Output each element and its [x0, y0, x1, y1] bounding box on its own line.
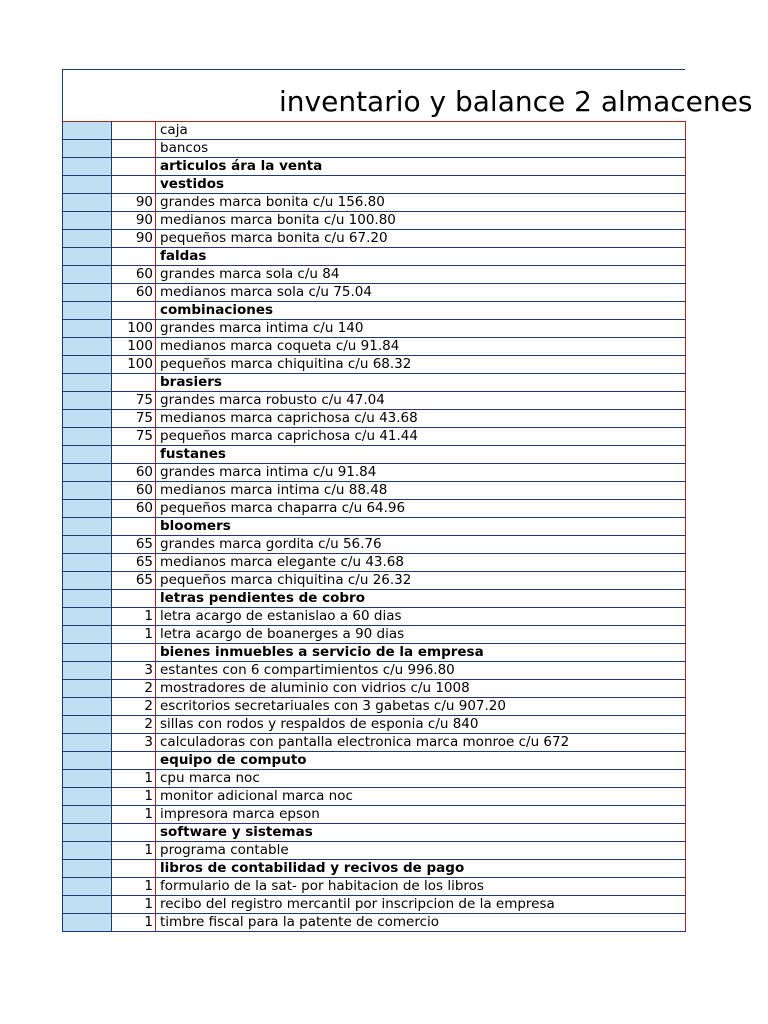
- row-cell-a[interactable]: [63, 446, 112, 464]
- row-cell-a[interactable]: [63, 860, 112, 878]
- row-cell-a[interactable]: [63, 878, 112, 896]
- row-cell-a[interactable]: [63, 482, 112, 500]
- row-cell-a[interactable]: [63, 374, 112, 392]
- table-row: [63, 680, 686, 698]
- description-cell[interactable]: formulario de la sat- por habitacion de los libros: [156, 878, 686, 896]
- table-row: [63, 158, 686, 176]
- row-cell-a[interactable]: [63, 248, 112, 266]
- description-cell[interactable]: pequeños marca caprichosa c/u 41.44: [156, 428, 686, 446]
- section-heading-cell[interactable]: libros de contabilidad y recivos de pago: [156, 860, 686, 878]
- table-row: [63, 446, 686, 464]
- table-row: [63, 122, 686, 140]
- row-cell-a[interactable]: [63, 662, 112, 680]
- description-cell[interactable]: medianos marca sola c/u 75.04: [156, 284, 686, 302]
- section-heading-cell[interactable]: software y sistemas: [156, 824, 686, 842]
- quantity-cell[interactable]: 100: [112, 320, 156, 338]
- table-row: [63, 662, 686, 680]
- table-row: [63, 716, 686, 734]
- quantity-cell[interactable]: 90: [112, 212, 156, 230]
- quantity-cell[interactable]: [112, 446, 156, 464]
- quantity-cell[interactable]: 60: [112, 266, 156, 284]
- sheet-title: inventario y balance 2 almacenes: [279, 85, 753, 118]
- quantity-cell[interactable]: 1: [112, 626, 156, 644]
- row-cell-a[interactable]: [63, 392, 112, 410]
- table-row: [63, 176, 686, 194]
- description-cell[interactable]: programa contable: [156, 842, 686, 860]
- quantity-cell[interactable]: [112, 158, 156, 176]
- quantity-cell[interactable]: 1: [112, 914, 156, 932]
- table-row: [63, 698, 686, 716]
- table-row: [63, 428, 686, 446]
- description-cell[interactable]: medianos marca elegante c/u 43.68: [156, 554, 686, 572]
- quantity-cell[interactable]: [112, 248, 156, 266]
- row-cell-a[interactable]: [63, 770, 112, 788]
- table-row: [63, 338, 686, 356]
- table-row: [63, 554, 686, 572]
- quantity-cell[interactable]: [112, 176, 156, 194]
- table-row: [63, 590, 686, 608]
- quantity-cell[interactable]: [112, 122, 156, 140]
- section-heading-cell[interactable]: brasiers: [156, 374, 686, 392]
- table-row: [63, 500, 686, 518]
- description-cell[interactable]: grandes marca intima c/u 140: [156, 320, 686, 338]
- table-row: [63, 140, 686, 158]
- description-cell[interactable]: calculadoras con pantalla electronica marca monroe c/u 672: [156, 734, 686, 752]
- section-heading-cell[interactable]: equipo de computo: [156, 752, 686, 770]
- row-cell-a[interactable]: [63, 122, 112, 140]
- quantity-cell[interactable]: 3: [112, 662, 156, 680]
- quantity-cell[interactable]: 1: [112, 896, 156, 914]
- description-cell[interactable]: monitor adicional marca noc: [156, 788, 686, 806]
- table-row: [63, 878, 686, 896]
- description-cell[interactable]: grandes marca intima c/u 91.84: [156, 464, 686, 482]
- table-row: [63, 212, 686, 230]
- quantity-cell[interactable]: 100: [112, 356, 156, 374]
- table-row: [63, 284, 686, 302]
- row-cell-a[interactable]: [63, 284, 112, 302]
- table-row: [63, 734, 686, 752]
- quantity-cell[interactable]: 60: [112, 482, 156, 500]
- description-cell[interactable]: letra acargo de boanerges a 90 dias: [156, 626, 686, 644]
- row-cell-a[interactable]: [63, 194, 112, 212]
- row-cell-a[interactable]: [63, 518, 112, 536]
- quantity-cell[interactable]: 1: [112, 608, 156, 626]
- row-cell-a[interactable]: [63, 752, 112, 770]
- quantity-cell[interactable]: [112, 590, 156, 608]
- table-row: [63, 914, 686, 932]
- quantity-cell[interactable]: [112, 824, 156, 842]
- quantity-cell[interactable]: 60: [112, 500, 156, 518]
- quantity-cell[interactable]: 75: [112, 410, 156, 428]
- quantity-cell[interactable]: 65: [112, 572, 156, 590]
- section-heading-cell[interactable]: articulos ára la venta: [156, 158, 686, 176]
- table-row: [63, 194, 686, 212]
- table-row: [63, 392, 686, 410]
- description-cell[interactable]: mostradores de aluminio con vidrios c/u 1008: [156, 680, 686, 698]
- description-cell[interactable]: medianos marca bonita c/u 100.80: [156, 212, 686, 230]
- section-heading-cell[interactable]: bienes inmuebles a servicio de la empresa: [156, 644, 686, 662]
- description-cell[interactable]: letra acargo de estanislao a 60 dias: [156, 608, 686, 626]
- table-row: [63, 230, 686, 248]
- description-cell[interactable]: medianos marca caprichosa c/u 43.68: [156, 410, 686, 428]
- row-cell-a[interactable]: [63, 716, 112, 734]
- row-cell-a[interactable]: [63, 410, 112, 428]
- quantity-cell[interactable]: 1: [112, 842, 156, 860]
- row-cell-a[interactable]: [63, 698, 112, 716]
- description-cell[interactable]: grandes marca sola c/u 84: [156, 266, 686, 284]
- description-cell[interactable]: bancos: [156, 140, 686, 158]
- row-cell-a[interactable]: [63, 608, 112, 626]
- quantity-cell[interactable]: [112, 518, 156, 536]
- description-cell[interactable]: sillas con rodos y respaldos de esponia c/u 840: [156, 716, 686, 734]
- quantity-cell[interactable]: 1: [112, 788, 156, 806]
- quantity-cell[interactable]: 2: [112, 716, 156, 734]
- row-cell-a[interactable]: [63, 644, 112, 662]
- row-cell-a[interactable]: [63, 500, 112, 518]
- row-cell-a[interactable]: [63, 554, 112, 572]
- spreadsheet: [62, 69, 753, 950]
- table-row: [63, 896, 686, 914]
- quantity-cell[interactable]: 2: [112, 680, 156, 698]
- section-heading-cell[interactable]: vestidos: [156, 176, 686, 194]
- quantity-cell[interactable]: 2: [112, 698, 156, 716]
- description-cell[interactable]: recibo del registro mercantil por inscripcion de la empresa: [156, 896, 686, 914]
- description-cell[interactable]: impresora marca epson: [156, 806, 686, 824]
- row-cell-a[interactable]: [63, 212, 112, 230]
- row-cell-a[interactable]: [63, 590, 112, 608]
- quantity-cell[interactable]: [112, 644, 156, 662]
- quantity-cell[interactable]: [112, 302, 156, 320]
- quantity-cell[interactable]: 1: [112, 878, 156, 896]
- row-cell-a[interactable]: [63, 464, 112, 482]
- table-row: [63, 518, 686, 536]
- table-row: [63, 824, 686, 842]
- table-row: [63, 320, 686, 338]
- section-heading-cell[interactable]: bloomers: [156, 518, 686, 536]
- quantity-cell[interactable]: [112, 140, 156, 158]
- quantity-cell[interactable]: [112, 860, 156, 878]
- table-row: [63, 374, 686, 392]
- row-cell-a[interactable]: [63, 806, 112, 824]
- description-cell[interactable]: estantes con 6 compartimientos c/u 996.80: [156, 662, 686, 680]
- quantity-cell[interactable]: 65: [112, 554, 156, 572]
- row-cell-a[interactable]: [63, 266, 112, 284]
- quantity-cell[interactable]: 1: [112, 770, 156, 788]
- description-cell[interactable]: caja: [156, 122, 686, 140]
- row-cell-a[interactable]: [63, 788, 112, 806]
- section-heading-cell[interactable]: combinaciones: [156, 302, 686, 320]
- table-row: [63, 860, 686, 878]
- description-cell[interactable]: grandes marca robusto c/u 47.04: [156, 392, 686, 410]
- description-cell[interactable]: pequeños marca chiquitina c/u 26.32: [156, 572, 686, 590]
- quantity-cell[interactable]: 1: [112, 806, 156, 824]
- table-row: [63, 770, 686, 788]
- table-row: [63, 752, 686, 770]
- quantity-cell[interactable]: 90: [112, 194, 156, 212]
- description-cell[interactable]: grandes marca gordita c/u 56.76: [156, 536, 686, 554]
- table-row: [63, 302, 686, 320]
- quantity-cell[interactable]: 60: [112, 464, 156, 482]
- table-row: [63, 626, 686, 644]
- table-row: [63, 572, 686, 590]
- row-cell-a[interactable]: [63, 896, 112, 914]
- quantity-cell[interactable]: [112, 374, 156, 392]
- table-row: [63, 410, 686, 428]
- row-cell-a[interactable]: [63, 140, 112, 158]
- row-cell-a[interactable]: [63, 842, 112, 860]
- row-cell-a[interactable]: [63, 914, 112, 932]
- table-row: [63, 464, 686, 482]
- quantity-cell[interactable]: 60: [112, 284, 156, 302]
- row-cell-a[interactable]: [63, 428, 112, 446]
- description-cell[interactable]: timbre fiscal para la patente de comercio: [156, 914, 686, 932]
- table-row: [63, 842, 686, 860]
- title-row[interactable]: [62, 69, 753, 121]
- quantity-cell[interactable]: 100: [112, 338, 156, 356]
- table-row: [63, 608, 686, 626]
- description-cell[interactable]: medianos marca intima c/u 88.48: [156, 482, 686, 500]
- row-cell-a[interactable]: [63, 230, 112, 248]
- table-row: [63, 536, 686, 554]
- description-cell[interactable]: cpu marca noc: [156, 770, 686, 788]
- section-heading-cell[interactable]: faldas: [156, 248, 686, 266]
- description-cell[interactable]: pequeños marca chaparra c/u 64.96: [156, 500, 686, 518]
- row-cell-a[interactable]: [63, 824, 112, 842]
- table-row: [63, 266, 686, 284]
- section-heading-cell[interactable]: letras pendientes de cobro: [156, 590, 686, 608]
- table-row: [63, 248, 686, 266]
- section-heading-cell[interactable]: fustanes: [156, 446, 686, 464]
- description-cell[interactable]: grandes marca bonita c/u 156.80: [156, 194, 686, 212]
- table-row: [63, 482, 686, 500]
- quantity-cell[interactable]: [112, 752, 156, 770]
- row-cell-a[interactable]: [63, 680, 112, 698]
- row-cell-a[interactable]: [63, 626, 112, 644]
- quantity-cell[interactable]: 75: [112, 392, 156, 410]
- row-cell-a[interactable]: [63, 356, 112, 374]
- quantity-cell[interactable]: 90: [112, 230, 156, 248]
- quantity-cell[interactable]: 65: [112, 536, 156, 554]
- table-row: [63, 788, 686, 806]
- description-cell[interactable]: escritorios secretariuales con 3 gabetas c/u 907.20: [156, 698, 686, 716]
- table-row: [63, 806, 686, 824]
- row-cell-a[interactable]: [63, 572, 112, 590]
- row-cell-a[interactable]: [63, 176, 112, 194]
- table-row: [63, 356, 686, 374]
- table-row: [63, 644, 686, 662]
- inventory-table: [62, 121, 686, 932]
- row-cell-a[interactable]: [63, 536, 112, 554]
- quantity-cell[interactable]: 3: [112, 734, 156, 752]
- row-cell-a[interactable]: [63, 320, 112, 338]
- description-cell[interactable]: medianos marca coqueta c/u 91.84: [156, 338, 686, 356]
- description-cell[interactable]: pequeños marca chiquitina c/u 68.32: [156, 356, 686, 374]
- row-cell-a[interactable]: [63, 302, 112, 320]
- description-cell[interactable]: pequeños marca bonita c/u 67.20: [156, 230, 686, 248]
- quantity-cell[interactable]: 75: [112, 428, 156, 446]
- row-cell-a[interactable]: [63, 158, 112, 176]
- row-cell-a[interactable]: [63, 338, 112, 356]
- row-cell-a[interactable]: [63, 734, 112, 752]
